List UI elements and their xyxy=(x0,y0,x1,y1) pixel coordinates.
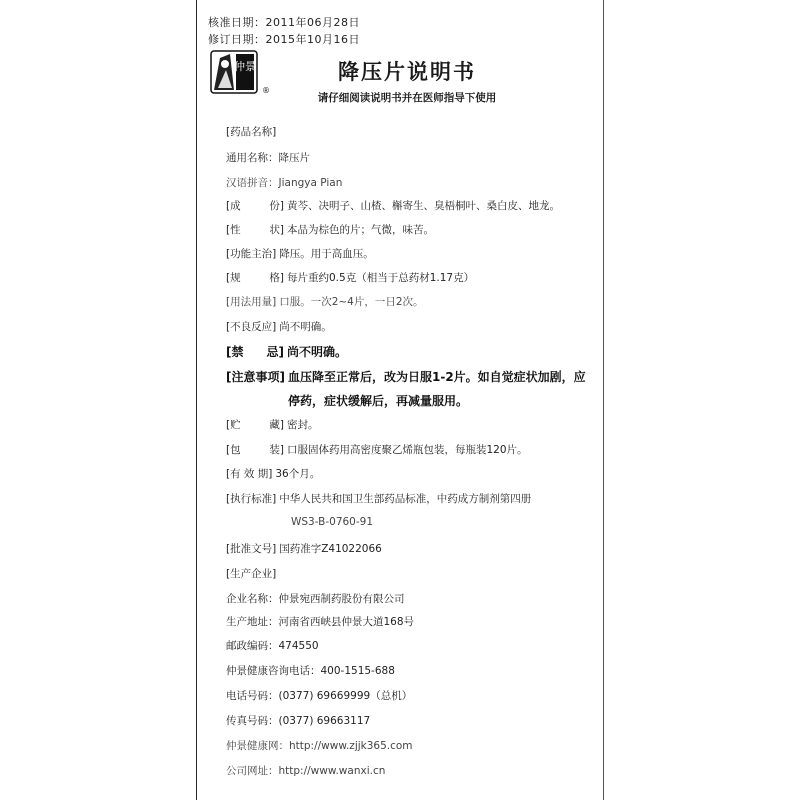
validity-value: 36个月。 xyxy=(275,468,321,480)
adverse-label: [不良反应] xyxy=(226,321,277,333)
company-phone: 电话号码：(0377) 69669999（总机） xyxy=(226,690,413,702)
approval-no-row xyxy=(226,541,382,556)
indications-value: 降压。用于高血压。 xyxy=(279,248,374,260)
standard-row xyxy=(226,491,531,506)
storage-label: [贮 藏] xyxy=(226,419,284,431)
standard-label: [执行标准] xyxy=(226,493,277,505)
company-name: 企业名称：仲景宛西制药股份有限公司 xyxy=(226,593,405,605)
company-postal-code: 邮政编码：474550 xyxy=(226,640,319,652)
company-health-site: 仲景健康网：http://www.zjjk365.com xyxy=(226,740,413,752)
contraindications-value: 尚不明确。 xyxy=(287,345,348,359)
precautions-value-line2: 停药，症状缓解后，再减量服用。 xyxy=(288,394,469,408)
validity-row xyxy=(226,466,320,481)
page-title: 降压片说明书 xyxy=(338,60,476,84)
company-website: 公司网址：http://www.wanxi.cn xyxy=(226,765,386,777)
contraindications-label: [禁 忌] xyxy=(226,345,284,359)
manufacturer-heading: [生产企业] xyxy=(226,568,277,580)
company-hotline: 仲景健康咨询电话：400-1515-688 xyxy=(226,665,395,677)
ingredients-value: 黄芩、决明子、山楂、槲寄生、臭梧桐叶、桑白皮、地龙。 xyxy=(287,200,560,212)
adverse-row xyxy=(226,319,332,334)
company-fax: 传真号码：(0377) 69663117 xyxy=(226,715,371,727)
approval-no-value: 国药准字Z41022066 xyxy=(279,543,382,555)
precautions-value-line1: 血压降至正常后，改为日服1-2片。如自觉症状加剧，应 xyxy=(287,370,586,384)
packaging-value: 口服固体药用高密度聚乙烯瓶包装，每瓶装120片。 xyxy=(287,444,528,456)
approval-date: 核准日期：2011年06月28日 xyxy=(208,16,360,29)
left-edge-line xyxy=(196,0,197,800)
revision-date: 修订日期：2015年10月16日 xyxy=(208,33,360,46)
packaging-row xyxy=(226,442,528,457)
drug-name-heading: [药品名称] xyxy=(226,126,277,138)
packaging-label: [包 装] xyxy=(226,444,284,456)
contraindications-row xyxy=(226,343,347,360)
storage-value: 密封。 xyxy=(287,419,319,431)
storage-row xyxy=(226,417,319,432)
pinyin-name: 汉语拼音：Jiangya Pian xyxy=(226,177,343,189)
dosage-label: [用法用量] xyxy=(226,296,277,308)
indications-row xyxy=(226,246,374,261)
dosage-value: 口服。一次2~4片，一日2次。 xyxy=(279,296,424,308)
approval-no-label: [批准文号] xyxy=(226,543,277,555)
precautions-row xyxy=(226,368,586,385)
adverse-value: 尚不明确。 xyxy=(279,321,332,333)
precautions-label: [注意事项] xyxy=(226,370,285,384)
properties-row xyxy=(226,222,434,237)
ingredients-row xyxy=(226,198,560,213)
properties-label: [性 状] xyxy=(226,224,284,236)
ingredients-label: [成 份] xyxy=(226,200,284,212)
properties-value: 本品为棕色的片；气微，味苦。 xyxy=(287,224,434,236)
dosage-row xyxy=(226,294,424,309)
standard-value-line1: 中华人民共和国卫生部药品标准，中药成方制剂第四册 xyxy=(279,493,532,505)
right-edge-line xyxy=(603,0,604,800)
indications-label: [功能主治] xyxy=(226,248,277,260)
specification-row xyxy=(226,270,474,285)
standard-value-line2: WS3-B-0760-91 xyxy=(291,516,374,528)
page-subtitle: 请仔细阅读说明书并在医师指导下使用 xyxy=(317,92,497,104)
validity-label: [有 效 期] xyxy=(226,468,273,480)
specification-label: [规 格] xyxy=(226,272,284,284)
registered-mark: ® xyxy=(262,86,270,95)
generic-name: 通用名称：降压片 xyxy=(226,152,310,164)
company-address: 生产地址：河南省西峡县仲景大道168号 xyxy=(226,616,415,628)
specification-value: 每片重约0.5克（相当于总药材1.17克） xyxy=(287,272,475,284)
logo-text-top: 仲景 xyxy=(234,60,256,73)
